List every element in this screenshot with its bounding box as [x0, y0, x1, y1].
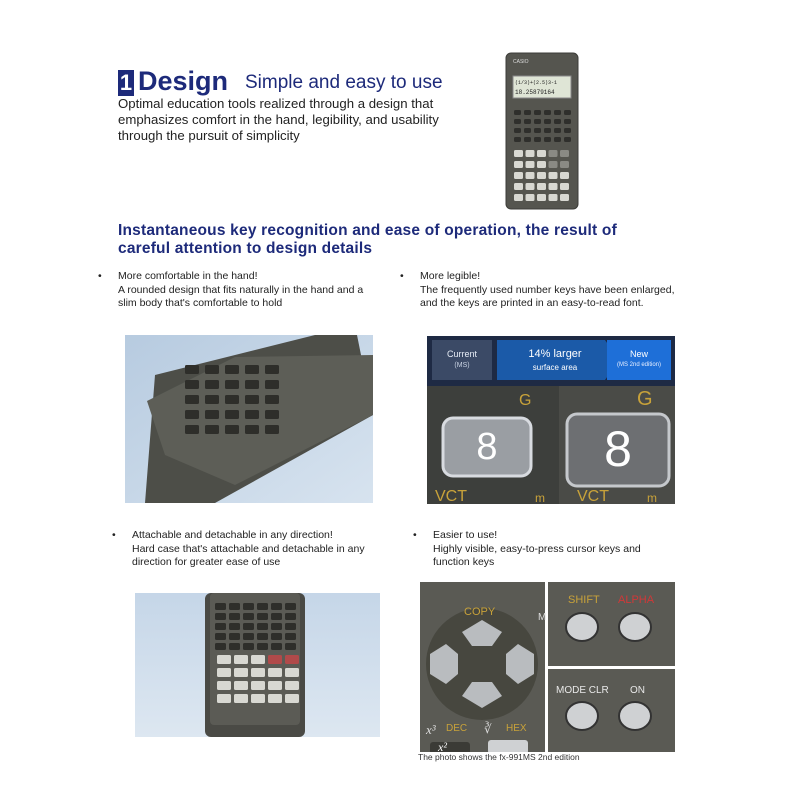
calculator-key [234, 668, 248, 677]
legibility-comparison [427, 336, 675, 504]
calculator-key [285, 613, 296, 620]
calculator-brand: CASIO [513, 59, 529, 65]
new-label: New [629, 349, 648, 359]
calculator-key [229, 603, 240, 610]
calculator-key [243, 603, 254, 610]
calculator-key [560, 172, 569, 179]
arrow-text-2: surface area [532, 363, 578, 372]
calculator-key [514, 137, 521, 142]
calculator-key [285, 655, 299, 664]
calculator-key [537, 161, 546, 168]
feature-ease-of-use [413, 529, 673, 570]
calculator-key [534, 128, 541, 133]
calculator-key [564, 110, 571, 115]
calculator-key [514, 194, 523, 201]
calculator-key [524, 137, 531, 142]
calculator-key [560, 150, 569, 157]
display-line-2: 18.25879164 [515, 89, 555, 96]
calculator-key [560, 161, 569, 168]
feature-legibility [400, 270, 685, 311]
key-digit-old: 8 [476, 426, 498, 468]
bullet-marker: • [98, 270, 102, 282]
bullet-marker: • [112, 529, 116, 541]
feature-text: Highly visible, easy-to-press cursor keys and function keys [433, 542, 641, 568]
section-heading: Instantaneous key recognition and ease of operation, the result of careful attention to design details [118, 222, 617, 257]
calculator-key [265, 410, 279, 419]
feature-comfort [98, 270, 368, 311]
calculator-key [271, 623, 282, 630]
calculator-key [265, 425, 279, 434]
calculator-key [251, 655, 265, 664]
calculator-key [257, 613, 268, 620]
calculator-key [524, 119, 531, 124]
calculator-key [537, 194, 546, 201]
hard-case-photo [135, 593, 380, 737]
calculator-key [245, 380, 259, 389]
feature-hard-case [112, 529, 382, 570]
calculator-key [285, 603, 296, 610]
calculator-key [537, 150, 546, 157]
section-number-badge: 1 [119, 70, 133, 95]
alpha-label: ALPHA [618, 594, 655, 606]
calculator-key [243, 643, 254, 650]
calculator-key [544, 137, 551, 142]
calculator-key [257, 603, 268, 610]
calculator-key [234, 694, 248, 703]
calculator-key [225, 425, 239, 434]
calculator-key [215, 603, 226, 610]
calculator-key [265, 380, 279, 389]
feature-title: More legible! [420, 270, 481, 282]
calculator-key [549, 183, 558, 190]
calculator-key [225, 365, 239, 374]
calculator-key [215, 643, 226, 650]
calculator-key [560, 183, 569, 190]
calculator-key [564, 119, 571, 124]
cuberoot-label: ∛ [484, 722, 492, 736]
calculator-key [205, 380, 219, 389]
calculator-key [251, 681, 265, 690]
cursor-keys-photo [420, 582, 675, 752]
calculator-key [564, 137, 571, 142]
shift-label: SHIFT [568, 594, 600, 606]
calculator-key [245, 410, 259, 419]
key-letter-old: G [519, 392, 532, 409]
calculator-key [245, 365, 259, 374]
calculator-key [544, 128, 551, 133]
calculator-key [268, 655, 282, 664]
m-label: M [538, 612, 547, 623]
calculator-key [185, 380, 199, 389]
key-letter-new: G [637, 388, 653, 410]
calculator-key [537, 183, 546, 190]
calculator-key [268, 694, 282, 703]
calculator-key [205, 395, 219, 404]
calculator-key [271, 613, 282, 620]
calculator-key [514, 150, 523, 157]
calculator-key [554, 137, 561, 142]
calculator-key [185, 365, 199, 374]
calculator-key [285, 623, 296, 630]
calculator-key [185, 425, 199, 434]
calculator-key [265, 395, 279, 404]
dec-label: DEC [446, 723, 468, 734]
current-sublabel: (MS) [454, 362, 470, 369]
calculator-key [285, 668, 299, 677]
calculator-key [229, 633, 240, 640]
calculator-key [554, 128, 561, 133]
calculator-key [243, 633, 254, 640]
calculator-key [215, 623, 226, 630]
x3-label: x³ [426, 722, 436, 737]
feature-text: Hard case that's attachable and detachable in any direction for greater ease of use [132, 542, 365, 568]
calculator-key [526, 150, 535, 157]
calculator-key [225, 395, 239, 404]
calculator-key [285, 694, 299, 703]
calculator-key [245, 395, 259, 404]
calculator-key [229, 643, 240, 650]
feature-title: Easier to use! [433, 529, 498, 541]
x2-key-label: x² [438, 740, 447, 752]
photo-caption: The photo shows the fx-991MS 2nd edition [418, 752, 580, 762]
calculator-key [564, 128, 571, 133]
intro-description: Optimal education tools realized through a design that emphasizes comfort in the hand, legibility, and usability through the pursuit of simplicity [118, 96, 439, 143]
calculator-key [215, 613, 226, 620]
calculator-key [285, 681, 299, 690]
calculator-key [268, 681, 282, 690]
calculator-key [514, 128, 521, 133]
calculator-key [537, 172, 546, 179]
bullet-marker: • [400, 270, 404, 282]
calculator-key [544, 119, 551, 124]
calculator-key [243, 613, 254, 620]
key-below-old-m: m [535, 491, 545, 504]
calculator-key [251, 694, 265, 703]
calculator-key [524, 110, 531, 115]
calculator-key [526, 194, 535, 201]
feature-title: Attachable and detachable in any direction! [132, 529, 333, 541]
calculator-key [234, 655, 248, 664]
on-label: ON [630, 685, 645, 696]
calculator-key [514, 183, 523, 190]
mode-clr-label: MODE CLR [556, 685, 609, 696]
calculator-key [549, 194, 558, 201]
calculator-key [205, 365, 219, 374]
page-subtitle: Simple and easy to use [245, 72, 443, 93]
calculator-key [229, 623, 240, 630]
calculator-key [526, 172, 535, 179]
calculator-key [271, 633, 282, 640]
calculator-key [534, 137, 541, 142]
key-below-old: VCT [435, 488, 467, 504]
calculator-key [554, 119, 561, 124]
calculator-key [549, 150, 558, 157]
calculator-key [217, 681, 231, 690]
calculator-key [554, 110, 561, 115]
calculator-key [524, 128, 531, 133]
calculator-key [526, 183, 535, 190]
calculator-key [549, 161, 558, 168]
calculator-key [514, 110, 521, 115]
calculator-key [544, 110, 551, 115]
calculator-key [243, 623, 254, 630]
current-label: Current [446, 349, 477, 359]
hero-calculator-image [505, 52, 579, 210]
calculator-key [217, 694, 231, 703]
calculator-key [560, 194, 569, 201]
calculator-key [225, 380, 239, 389]
calculator-key [215, 633, 226, 640]
calculator-key [225, 410, 239, 419]
copy-label: COPY [464, 606, 496, 618]
calculator-key [285, 633, 296, 640]
calculator-key [205, 410, 219, 419]
calculator-key [534, 119, 541, 124]
calculator-key [271, 643, 282, 650]
calculator-key [217, 668, 231, 677]
calculator-key [229, 613, 240, 620]
calculator-key [268, 668, 282, 677]
calculator-key [549, 172, 558, 179]
calculator-key [534, 110, 541, 115]
key-digit-new: 8 [604, 421, 632, 477]
page-title: Design [138, 66, 229, 96]
feature-title: More comfortable in the hand! [118, 270, 258, 282]
bullet-marker: • [413, 529, 417, 541]
calculator-key [514, 119, 521, 124]
calculator-key [185, 410, 199, 419]
calculator-key [514, 172, 523, 179]
calculator-key [217, 655, 231, 664]
new-sublabel: (MS 2nd edition) [616, 362, 662, 368]
calculator-key [251, 668, 265, 677]
hex-label: HEX [506, 723, 527, 734]
calculator-key [526, 161, 535, 168]
calculator-key [245, 425, 259, 434]
key-below-new-m: m [647, 491, 657, 504]
calculator-key [514, 161, 523, 168]
comfort-photo [125, 335, 373, 503]
display-line-1: (1/3)+(2.5)3-1 [515, 80, 558, 86]
calculator-key [257, 643, 268, 650]
feature-text: The frequently used number keys have been enlarged, and the keys are printed in an easy-to-read font. [420, 283, 675, 309]
calculator-key [257, 623, 268, 630]
key-below-new: VCT [577, 488, 609, 504]
calculator-key [257, 633, 268, 640]
arrow-text-1: 14% larger [528, 348, 582, 360]
calculator-key [285, 643, 296, 650]
calculator-key [205, 425, 219, 434]
calculator-key [185, 395, 199, 404]
calculator-key [234, 681, 248, 690]
calculator-key [271, 603, 282, 610]
calculator-key [265, 365, 279, 374]
feature-text: A rounded design that fits naturally in the hand and a slim body that's comfortable to hold [118, 283, 364, 309]
